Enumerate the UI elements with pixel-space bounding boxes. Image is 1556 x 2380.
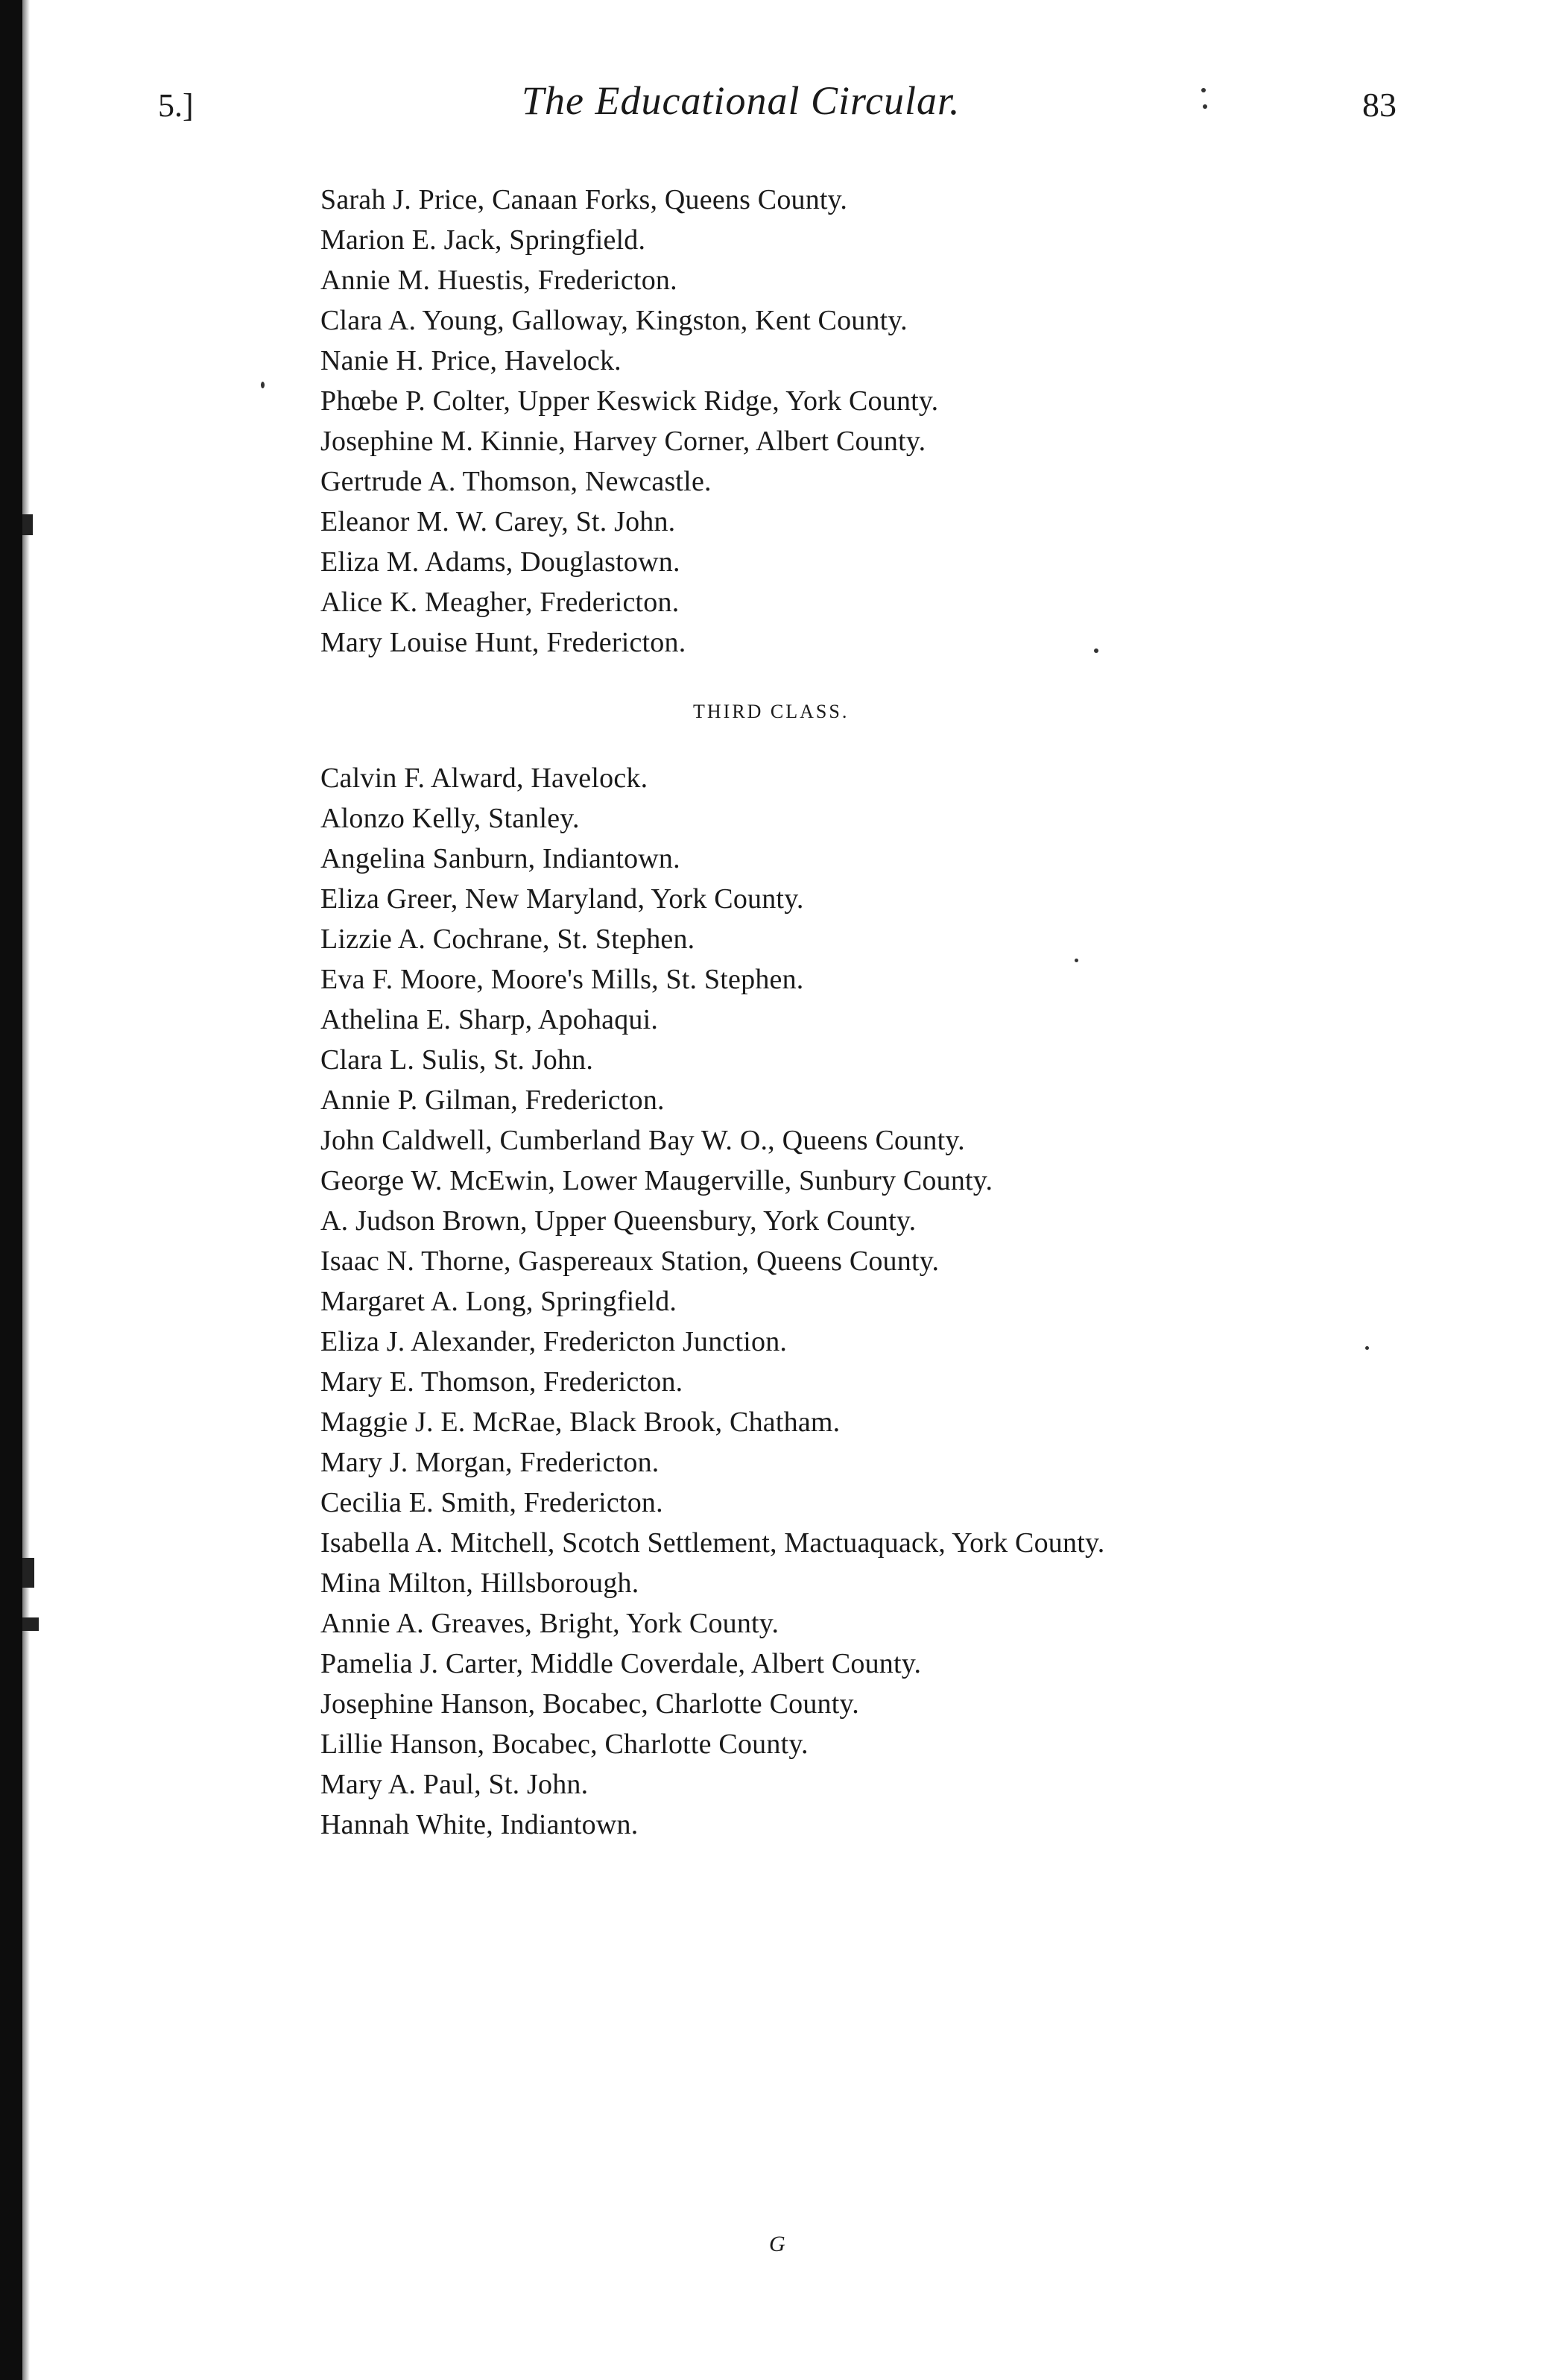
list-item: Mary E. Thomson, Fredericton. [320,1366,683,1398]
list-item: Margaret A. Long, Springfield. [320,1286,677,1317]
list-item: Annie P. Gilman, Fredericton. [320,1085,665,1116]
page-number: 83 [1362,86,1397,124]
print-speck [1201,88,1206,92]
print-speck [1365,1346,1369,1350]
running-title: The Educational Circular. [522,78,961,123]
list-item: Mina Milton, Hillsborough. [320,1568,639,1599]
section-heading-third-class: THIRD CLASS. [693,701,850,722]
list-item: Mary Louise Hunt, Fredericton. [320,627,686,658]
list-item: Lillie Hanson, Bocabec, Charlotte County. [320,1729,809,1760]
print-speck [261,382,265,388]
list-item: Eleanor M. W. Carey, St. John. [320,506,676,537]
list-item: Calvin F. Alward, Havelock. [320,763,648,794]
list-item: Cecilia E. Smith, Fredericton. [320,1487,663,1518]
list-item: Josephine Hanson, Bocabec, Charlotte County. [320,1688,859,1720]
list-item: Gertrude A. Thomson, Newcastle. [320,466,712,497]
list-item: Clara A. Young, Galloway, Kingston, Kent County. [320,305,908,336]
list-item: George W. McEwin, Lower Maugerville, Sunbury County. [320,1165,993,1196]
list-item: Alice K. Meagher, Fredericton. [320,587,680,618]
list-item: Eliza Greer, New Maryland, York County. [320,883,804,915]
list-item: Josephine M. Kinnie, Harvey Corner, Albert County. [320,426,926,457]
signature-mark: G [769,2232,785,2256]
list-item: Annie A. Greaves, Bright, York County. [320,1608,779,1639]
list-item: Alonzo Kelly, Stanley. [320,803,580,834]
list-item: John Caldwell, Cumberland Bay W. O., Queens County. [320,1125,965,1156]
list-item: Isabella A. Mitchell, Scotch Settlement, Mactuaquack, York County. [320,1527,1105,1559]
list-item: Marion E. Jack, Springfield. [320,224,646,256]
list-item: Clara L. Sulis, St. John. [320,1044,594,1076]
list-item: Eliza M. Adams, Douglastown. [320,546,680,578]
list-item: Mary J. Morgan, Fredericton. [320,1447,660,1478]
list-item: Lizzie A. Cochrane, St. Stephen. [320,924,695,955]
list-item: Sarah J. Price, Canaan Forks, Queens County. [320,184,848,215]
list-item: Pamelia J. Carter, Middle Coverdale, Albert County. [320,1648,922,1679]
list-item: Athelina E. Sharp, Apohaqui. [320,1004,659,1035]
list-item: Mary A. Paul, St. John. [320,1769,589,1800]
list-item: Phœbe P. Colter, Upper Keswick Ridge, York County. [320,385,939,417]
list-item: Nanie H. Price, Havelock. [320,345,622,376]
list-item: Eva F. Moore, Moore's Mills, St. Stephen. [320,964,804,995]
print-speck [1075,959,1078,962]
list-item: Hannah White, Indiantown. [320,1809,639,1840]
list-item: Annie M. Huestis, Fredericton. [320,265,677,296]
volume-mark: 5.] [158,87,194,124]
list-item: A. Judson Brown, Upper Queensbury, York County. [320,1205,917,1237]
print-speck [1094,648,1098,653]
list-item: Eliza J. Alexander, Fredericton Junction. [320,1326,788,1357]
list-item: Isaac N. Thorne, Gaspereaux Station, Queens County. [320,1246,940,1277]
list-item: Angelina Sanburn, Indiantown. [320,843,680,874]
list-item: Maggie J. E. McRae, Black Brook, Chatham. [320,1407,841,1438]
print-speck [1203,104,1207,109]
